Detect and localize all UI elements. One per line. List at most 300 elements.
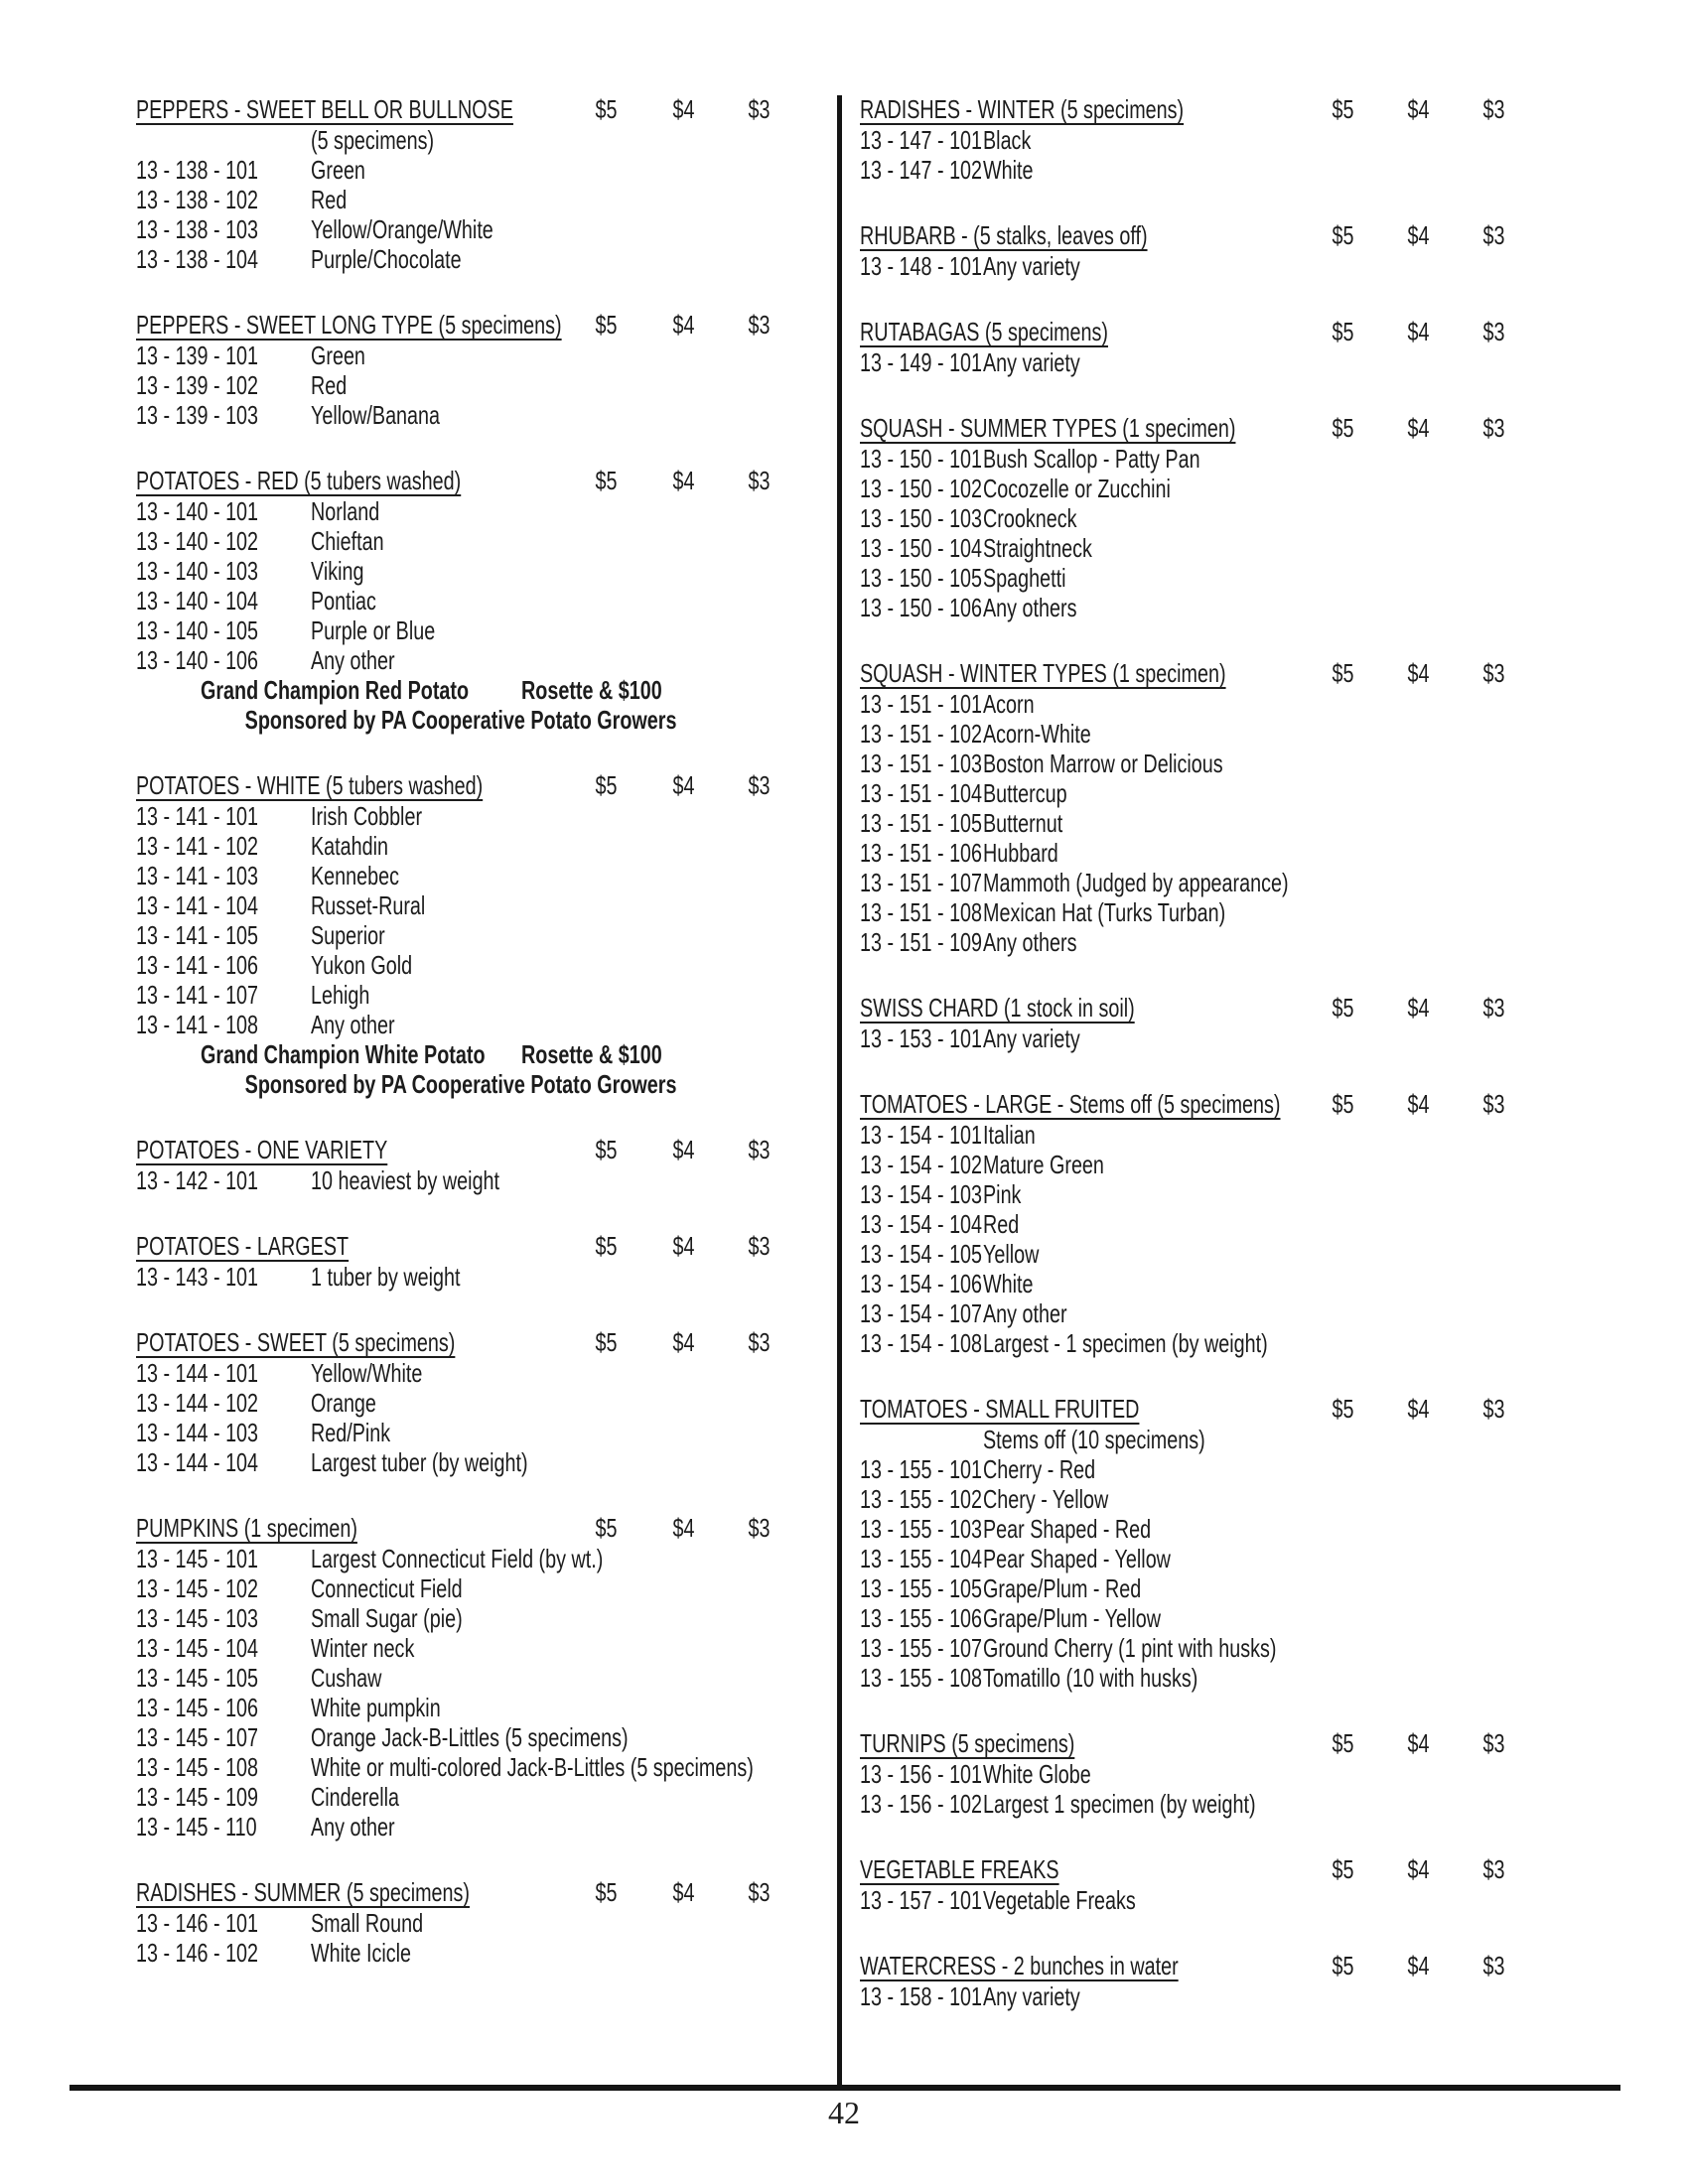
page-number: 42: [828, 2095, 860, 2130]
prize-1st-amount: $5: [595, 1327, 617, 1357]
entry-desc: Green: [311, 155, 365, 185]
entry-row: [860, 1209, 1503, 1239]
entry-row: [136, 1752, 786, 1782]
entry-desc: Cinderella: [311, 1782, 399, 1812]
entry-row: [136, 1603, 786, 1633]
entry-row: [136, 1447, 786, 1477]
prize-3rd-amount: $3: [1482, 1728, 1504, 1758]
section: [860, 1394, 1503, 1693]
entry-desc: Any other: [311, 1812, 395, 1842]
entry-desc: Grape/Plum - Red: [983, 1573, 1142, 1603]
entry-code: 13 - 149 - 101: [860, 347, 983, 377]
section-header: [860, 220, 1503, 251]
section-title: SWISS CHARD (1 stock in soil): [860, 993, 1135, 1023]
champion-prize: Rosette & $100: [521, 675, 662, 705]
entry-desc: Connecticut Field: [311, 1573, 463, 1603]
entry-row: [860, 719, 1503, 749]
section-header: [136, 770, 786, 801]
entry-desc: Viking: [311, 556, 364, 586]
entry-code: 13 - 139 - 101: [136, 341, 259, 370]
entry-desc: Pink: [983, 1179, 1022, 1209]
entry-desc: Kennebec: [311, 861, 400, 890]
entry-code: 13 - 138 - 104: [136, 244, 259, 274]
entry-row: [860, 1179, 1503, 1209]
entry-desc: Superior: [311, 920, 385, 950]
entry-code: 13 - 138 - 103: [136, 214, 259, 244]
entry-desc: Red: [983, 1209, 1020, 1239]
prize-1st-amount: $5: [1332, 94, 1353, 124]
section-title: POTATOES - SWEET (5 specimens): [136, 1327, 456, 1357]
prize-3rd-amount: $3: [748, 1231, 770, 1261]
entry-row: [136, 1388, 786, 1418]
entry-code: 13 - 154 - 101: [860, 1120, 983, 1150]
entry-row: [136, 1722, 786, 1752]
entry-desc: Lehigh: [311, 980, 370, 1010]
entry-row: [860, 838, 1503, 868]
entry-row: [860, 1454, 1503, 1484]
section-header: [860, 658, 1503, 689]
left-column: [136, 94, 786, 1968]
entry-row: [136, 1418, 786, 1447]
entry-row: [136, 244, 786, 274]
entry-row: [136, 615, 786, 645]
section-title: POTATOES - RED (5 tubers washed): [136, 466, 462, 495]
entry-code: 13 - 141 - 103: [136, 861, 259, 890]
entry-code: 13 - 151 - 103: [860, 749, 983, 778]
entry-desc: Any other: [311, 1010, 395, 1039]
prize-3rd-amount: $3: [1482, 220, 1504, 250]
entry-row: [136, 1782, 786, 1812]
entry-row: [860, 1633, 1503, 1663]
section-header: [136, 1135, 786, 1165]
prize-1st-amount: $5: [595, 1135, 617, 1164]
entry-desc: Purple or Blue: [311, 615, 436, 645]
prize-3rd-amount: $3: [748, 1327, 770, 1357]
section: [860, 1089, 1503, 1358]
right-column: [860, 94, 1503, 2011]
entry-row: [860, 1150, 1503, 1179]
prize-3rd-amount: $3: [748, 310, 770, 340]
entry-row: [136, 920, 786, 950]
entry-row: [860, 1544, 1503, 1573]
prize-1st-amount: $5: [1332, 413, 1353, 443]
entry-desc: Largest - 1 specimen (by weight): [983, 1328, 1268, 1358]
prize-3rd-amount: $3: [1482, 1089, 1504, 1119]
entry-desc: Cherry - Red: [983, 1454, 1096, 1484]
section: [136, 770, 786, 1099]
entry-code: 13 - 151 - 108: [860, 897, 983, 927]
entry-code: 13 - 151 - 109: [860, 927, 983, 957]
prize-2nd-amount: $4: [1407, 1394, 1429, 1424]
entry-code: 13 - 140 - 104: [136, 586, 259, 615]
entry-code: 13 - 140 - 105: [136, 615, 259, 645]
section-header: [136, 1513, 786, 1544]
section-subtitle-row: [860, 1425, 1503, 1454]
entry-code: 13 - 147 - 102: [860, 155, 983, 185]
prize-2nd-amount: $4: [1407, 413, 1429, 443]
entry-row: [860, 474, 1503, 503]
column-divider-rule: [837, 95, 842, 2089]
entry-row: [860, 1885, 1503, 1915]
section-title: POTATOES - WHITE (5 tubers washed): [136, 770, 484, 800]
prize-2nd-amount: $4: [672, 1231, 694, 1261]
section-title: RADISHES - WINTER (5 specimens): [860, 94, 1185, 124]
entry-code: 13 - 156 - 102: [860, 1789, 983, 1819]
entry-row: [860, 533, 1503, 563]
entry-code: 13 - 138 - 101: [136, 155, 259, 185]
entry-desc: Purple/Chocolate: [311, 244, 462, 274]
prize-2nd-amount: $4: [1407, 993, 1429, 1023]
section-header: [860, 94, 1503, 125]
entry-code: 13 - 150 - 104: [860, 533, 983, 563]
entry-row: [136, 1544, 786, 1573]
entry-row: [136, 1908, 786, 1938]
sponsor-note: Sponsored by PA Cooperative Potato Growers: [245, 705, 677, 735]
prize-1st-amount: $5: [595, 94, 617, 124]
entry-code: 13 - 145 - 109: [136, 1782, 259, 1812]
entry-code: 13 - 148 - 101: [860, 251, 983, 281]
entry-row: [860, 1663, 1503, 1693]
entry-code: 13 - 155 - 105: [860, 1573, 983, 1603]
entry-desc: Mammoth (Judged by appearance): [983, 868, 1289, 897]
entry-desc: Katahdin: [311, 831, 389, 861]
entry-row: [860, 1120, 1503, 1150]
section: [136, 1231, 786, 1292]
prize-1st-amount: $5: [1332, 993, 1353, 1023]
section-header: [860, 1089, 1503, 1120]
entry-row: [136, 861, 786, 890]
entry-code: 13 - 145 - 107: [136, 1722, 259, 1752]
section: [136, 310, 786, 430]
entry-desc: Any variety: [983, 1981, 1080, 2011]
entry-code: 13 - 139 - 102: [136, 370, 259, 400]
section-header: [860, 993, 1503, 1024]
sponsor-note: Sponsored by PA Cooperative Potato Growers: [245, 1069, 677, 1099]
entry-code: 13 - 145 - 101: [136, 1544, 259, 1573]
section: [860, 993, 1503, 1053]
section: [860, 1728, 1503, 1819]
entry-desc: Largest 1 specimen (by weight): [983, 1789, 1256, 1819]
entry-desc: Red/Pink: [311, 1418, 391, 1447]
entry-row: [860, 1328, 1503, 1358]
section: [136, 1327, 786, 1477]
entry-row: [860, 689, 1503, 719]
prize-1st-amount: $5: [1332, 1951, 1353, 1980]
entry-code: 13 - 140 - 103: [136, 556, 259, 586]
section-header: [860, 1394, 1503, 1425]
entry-code: 13 - 154 - 105: [860, 1239, 983, 1269]
entry-code: 13 - 138 - 102: [136, 185, 259, 214]
entry-row: [136, 341, 786, 370]
entry-row: [136, 1165, 786, 1195]
entry-desc: Chery - Yellow: [983, 1484, 1109, 1514]
entry-desc: Acorn: [983, 689, 1035, 719]
entry-row: [136, 831, 786, 861]
prize-1st-amount: $5: [595, 466, 617, 495]
entry-row: [136, 645, 786, 675]
prize-3rd-amount: $3: [1482, 317, 1504, 346]
section-header: [136, 1327, 786, 1358]
entry-code: 13 - 142 - 101: [136, 1165, 259, 1195]
entry-code: 13 - 155 - 103: [860, 1514, 983, 1544]
entry-code: 13 - 155 - 101: [860, 1454, 983, 1484]
entry-code: 13 - 151 - 106: [860, 838, 983, 868]
entry-code: 13 - 155 - 107: [860, 1633, 983, 1663]
entry-desc: Grape/Plum - Yellow: [983, 1603, 1162, 1633]
entry-desc: Cushaw: [311, 1663, 382, 1693]
entry-desc: Orange: [311, 1388, 376, 1418]
entry-desc: Acorn-White: [983, 719, 1091, 749]
section-title: RUTABAGAS (5 specimens): [860, 317, 1108, 346]
prize-1st-amount: $5: [595, 1513, 617, 1543]
prize-3rd-amount: $3: [748, 466, 770, 495]
section: [860, 658, 1503, 957]
entry-desc: Yellow/Banana: [311, 400, 441, 430]
entry-desc: Russet-Rural: [311, 890, 426, 920]
entry-desc: Cocozelle or Zucchini: [983, 474, 1171, 503]
entry-desc: Winter neck: [311, 1633, 415, 1663]
entry-code: 13 - 157 - 101: [860, 1885, 983, 1915]
entry-desc: Italian: [983, 1120, 1036, 1150]
section-header: [860, 1728, 1503, 1759]
entry-code: 13 - 154 - 107: [860, 1298, 983, 1328]
section-header: [136, 466, 786, 496]
champion-label: Grand Champion White Potato: [201, 1039, 486, 1069]
entry-desc: Irish Cobbler: [311, 801, 423, 831]
section-title: SQUASH - WINTER TYPES (1 specimen): [860, 658, 1226, 688]
entry-row: [860, 503, 1503, 533]
entry-row: [860, 808, 1503, 838]
entry-row: [860, 1514, 1503, 1544]
entry-code: 13 - 151 - 102: [860, 719, 983, 749]
section-header: [860, 413, 1503, 444]
section-header: [860, 1951, 1503, 1981]
entry-desc: 1 tuber by weight: [311, 1262, 461, 1292]
section-title: WATERCRESS - 2 bunches in water: [860, 1951, 1179, 1980]
prize-2nd-amount: $4: [1407, 1728, 1429, 1758]
entry-desc: White Globe: [983, 1759, 1091, 1789]
section: [860, 1854, 1503, 1915]
prize-2nd-amount: $4: [1407, 1854, 1429, 1884]
entry-desc: Chieftan: [311, 526, 384, 556]
entry-row: [860, 1484, 1503, 1514]
entry-code: 13 - 141 - 105: [136, 920, 259, 950]
section-subtitle: Stems off (10 specimens): [983, 1425, 1205, 1454]
prize-2nd-amount: $4: [672, 310, 694, 340]
entry-row: [860, 1024, 1503, 1053]
prize-2nd-amount: $4: [672, 1513, 694, 1543]
entry-code: 13 - 145 - 108: [136, 1752, 259, 1782]
entry-code: 13 - 145 - 102: [136, 1573, 259, 1603]
prize-3rd-amount: $3: [1482, 1394, 1504, 1424]
entry-row: [136, 1573, 786, 1603]
entry-row: [136, 801, 786, 831]
entry-code: 13 - 141 - 107: [136, 980, 259, 1010]
entry-code: 13 - 144 - 104: [136, 1447, 259, 1477]
entry-row: [860, 593, 1503, 622]
entry-row: [136, 1262, 786, 1292]
entry-code: 13 - 150 - 101: [860, 444, 983, 474]
entry-desc: Ground Cherry (1 pint with husks): [983, 1633, 1277, 1663]
section: [136, 94, 786, 274]
section-title: RHUBARB - (5 stalks, leaves off): [860, 220, 1148, 250]
section-header: [136, 94, 786, 125]
section-header: [860, 1854, 1503, 1885]
prize-1st-amount: $5: [595, 770, 617, 800]
entry-desc: 10 heaviest by weight: [311, 1165, 500, 1195]
entry-code: 13 - 141 - 102: [136, 831, 259, 861]
entry-desc: Small Sugar (pie): [311, 1603, 463, 1633]
prize-2nd-amount: $4: [672, 1877, 694, 1907]
entry-desc: Green: [311, 341, 365, 370]
section: [860, 94, 1503, 185]
entry-row: [136, 1010, 786, 1039]
entry-desc: Any other: [983, 1298, 1067, 1328]
entry-row: [136, 1633, 786, 1663]
entry-row: [136, 1812, 786, 1842]
entry-desc: Yellow/Orange/White: [311, 214, 493, 244]
section-header: [136, 1877, 786, 1908]
prize-2nd-amount: $4: [1407, 1951, 1429, 1980]
entry-row: [860, 868, 1503, 897]
section-title: SQUASH - SUMMER TYPES (1 specimen): [860, 413, 1236, 443]
entry-desc: White pumpkin: [311, 1693, 441, 1722]
entry-desc: Hubbard: [983, 838, 1058, 868]
entry-code: 13 - 140 - 102: [136, 526, 259, 556]
entry-row: [136, 155, 786, 185]
entry-code: 13 - 154 - 102: [860, 1150, 983, 1179]
section-header: [136, 310, 786, 341]
entry-code: 13 - 155 - 102: [860, 1484, 983, 1514]
entry-desc: Yellow: [983, 1239, 1040, 1269]
section-title: PUMPKINS (1 specimen): [136, 1513, 357, 1543]
entry-desc: Any others: [983, 927, 1077, 957]
section-subtitle-row: [136, 125, 786, 155]
entry-code: 13 - 151 - 104: [860, 778, 983, 808]
entry-code: 13 - 151 - 107: [860, 868, 983, 897]
entry-desc: Any variety: [983, 347, 1080, 377]
entry-row: [136, 980, 786, 1010]
entry-desc: Buttercup: [983, 778, 1067, 808]
prize-3rd-amount: $3: [748, 1877, 770, 1907]
entry-desc: Red: [311, 185, 348, 214]
entry-code: 13 - 154 - 106: [860, 1269, 983, 1298]
entry-row: [136, 496, 786, 526]
page-footer-rule: [70, 2085, 1620, 2091]
section-header: [860, 317, 1503, 347]
section-title: PEPPERS - SWEET LONG TYPE (5 specimens): [136, 310, 562, 340]
prize-1st-amount: $5: [595, 310, 617, 340]
prize-3rd-amount: $3: [1482, 1854, 1504, 1884]
entry-code: 13 - 158 - 101: [860, 1981, 983, 2011]
prize-1st-amount: $5: [1332, 658, 1353, 688]
prize-2nd-amount: $4: [1407, 317, 1429, 346]
section-title: TOMATOES - LARGE - Stems off (5 specimens): [860, 1089, 1281, 1119]
entry-row: [860, 1239, 1503, 1269]
entry-row: [136, 526, 786, 556]
entry-desc: Mature Green: [983, 1150, 1104, 1179]
entry-code: 13 - 141 - 101: [136, 801, 259, 831]
entry-code: 13 - 155 - 108: [860, 1663, 983, 1693]
section-title: POTATOES - ONE VARIETY: [136, 1135, 388, 1164]
entry-row: [860, 1573, 1503, 1603]
entry-code: 13 - 151 - 105: [860, 808, 983, 838]
entry-code: 13 - 145 - 110: [136, 1812, 257, 1842]
prize-1st-amount: $5: [1332, 1089, 1353, 1119]
entry-row: [860, 563, 1503, 593]
entry-desc: Pear Shaped - Red: [983, 1514, 1152, 1544]
entry-code: 13 - 140 - 106: [136, 645, 259, 675]
section-title: TOMATOES - SMALL FRUITED: [860, 1394, 1140, 1424]
prize-3rd-amount: $3: [1482, 1951, 1504, 1980]
entry-desc: Black: [983, 125, 1032, 155]
entry-code: 13 - 145 - 106: [136, 1693, 259, 1722]
entry-desc: Pear Shaped - Yellow: [983, 1544, 1171, 1573]
entry-code: 13 - 141 - 108: [136, 1010, 259, 1039]
entry-desc: Any variety: [983, 1024, 1080, 1053]
prize-3rd-amount: $3: [748, 1513, 770, 1543]
section: [136, 466, 786, 735]
entry-desc: Norland: [311, 496, 380, 526]
entry-row: [136, 556, 786, 586]
prize-2nd-amount: $4: [1407, 94, 1429, 124]
entry-desc: Pontiac: [311, 586, 376, 615]
prize-2nd-amount: $4: [672, 1327, 694, 1357]
prize-3rd-amount: $3: [1482, 658, 1504, 688]
entry-row: [136, 185, 786, 214]
entry-desc: White: [983, 1269, 1034, 1298]
prize-2nd-amount: $4: [672, 466, 694, 495]
section-title: VEGETABLE FREAKS: [860, 1854, 1059, 1884]
sponsor-note-row: [136, 1069, 786, 1099]
entry-code: 13 - 144 - 102: [136, 1388, 259, 1418]
section: [136, 1513, 786, 1842]
prize-1st-amount: $5: [595, 1231, 617, 1261]
entry-code: 13 - 147 - 101: [860, 125, 983, 155]
prize-2nd-amount: $4: [672, 94, 694, 124]
entry-row: [136, 1663, 786, 1693]
champion-label: Grand Champion Red Potato: [201, 675, 470, 705]
entry-desc: White: [983, 155, 1034, 185]
entry-desc: Any other: [311, 645, 395, 675]
section: [860, 1951, 1503, 2011]
entry-code: 13 - 146 - 102: [136, 1938, 259, 1968]
entry-desc: Yukon Gold: [311, 950, 413, 980]
entry-desc: Red: [311, 370, 348, 400]
entry-code: 13 - 140 - 101: [136, 496, 259, 526]
prize-3rd-amount: $3: [1482, 94, 1504, 124]
entry-row: [136, 1693, 786, 1722]
entry-desc: Orange Jack-B-Littles (5 specimens): [311, 1722, 629, 1752]
entry-code: 13 - 150 - 105: [860, 563, 983, 593]
entry-row: [136, 400, 786, 430]
entry-code: 13 - 150 - 103: [860, 503, 983, 533]
sponsor-note-row: [136, 705, 786, 735]
prize-2nd-amount: $4: [1407, 220, 1429, 250]
entry-code: 13 - 139 - 103: [136, 400, 259, 430]
entry-row: [136, 1938, 786, 1968]
entry-row: [860, 749, 1503, 778]
entry-code: 13 - 145 - 105: [136, 1663, 259, 1693]
entry-code: 13 - 141 - 106: [136, 950, 259, 980]
prize-3rd-amount: $3: [1482, 413, 1504, 443]
entry-code: 13 - 153 - 101: [860, 1024, 983, 1053]
entry-code: 13 - 141 - 104: [136, 890, 259, 920]
entry-desc: Butternut: [983, 808, 1063, 838]
entry-code: 13 - 156 - 101: [860, 1759, 983, 1789]
entry-desc: Tomatillo (10 with husks): [983, 1663, 1198, 1693]
prize-2nd-amount: $4: [1407, 658, 1429, 688]
